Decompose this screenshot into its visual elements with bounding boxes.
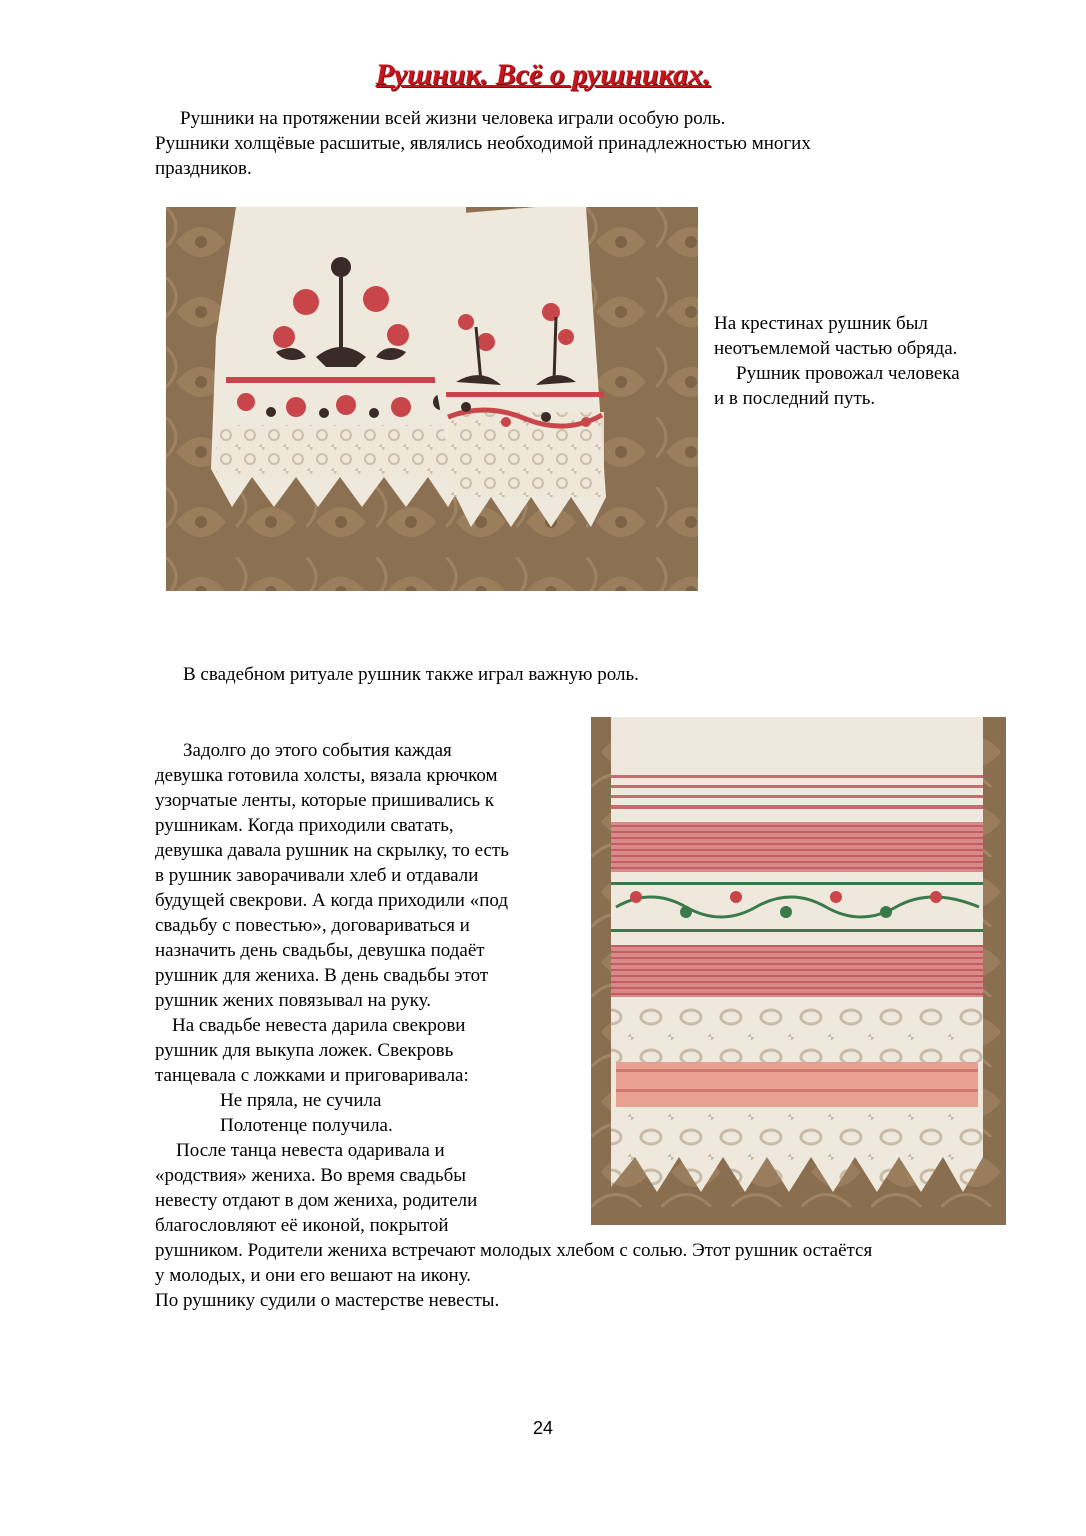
story-line-14: танцевала с ложками и приговаривала: [155,1065,469,1086]
story-line-20: благословляют её иконой, покрытой [155,1215,449,1236]
story-line-7: будущей свекрови. А когда приходили «под [155,890,509,911]
intro-line-2: Рушники холщёвые расшитые, являлись необходимой принадлежностью многих [155,133,811,154]
wedding-intro: В свадебном ритуале рушник также играл важную роль. [183,664,639,685]
intro-line-3: праздников. [155,158,252,179]
story-line-5: девушка давала рушник на скрылку, то есть [155,840,509,861]
story-line-4: рушникам. Когда приходили сватать, [155,815,454,836]
verse-line-2: Полотенце получила. [220,1115,393,1136]
story-line-2: девушка готовила холсты, вязала крючком [155,765,498,786]
intro-line-1: Рушники на протяжении всей жизни человека играли особую роль. [180,108,726,129]
towel-photo-2 [591,717,1006,1225]
wedding-towel-image [591,717,1006,1225]
story-line-1: Задолго до этого события каждая [183,740,452,761]
story-line-10: рушник для жениха. В день свадьбы этот [155,965,489,986]
story-full-line-1: рушником. Родители жениха встречают молодых хлебом с солью. Этот рушник остаётся [155,1240,873,1261]
story-full-line-2: у молодых, и они его вешают на икону. [155,1265,472,1286]
story-line-18: «родствия» жениха. Во время свадьбы [155,1165,467,1186]
story-line-9: назначить день свадьбы, девушка подаёт [155,940,485,961]
page-number: 24 [532,1418,554,1438]
story-line-19: невесту отдают в дом жениха, родители [155,1190,478,1211]
embroidered-towels-image [166,207,698,591]
story-line-3: узорчатые ленты, которые пришивались к [155,790,495,811]
story-line-6: в рушник заворачивали хлеб и отдавали [155,865,479,886]
story-line-12: На свадьбе невеста дарила свекрови [172,1015,466,1036]
story-line-11: рушник жених повязывал на руку. [155,990,431,1011]
side-line-2: неотъемлемой частью обряда. [714,338,958,359]
side-line-1: На крестинах рушник был [714,313,928,334]
page-title: Рушник. Всё о рушниках. [375,58,711,91]
story-full-line-3: По рушнику судили о мастерстве невесты. [155,1290,500,1311]
story-line-8: свадьбу с повестью», договариваться и [155,915,470,936]
towels-photo-1 [166,207,698,591]
story-line-17: После танца невеста одаривала и [176,1140,445,1161]
side-line-3: Рушник провожал человека [736,363,960,384]
verse-line-1: Не пряла, не сучила [220,1090,382,1111]
story-line-13: рушник для выкупа ложек. Свекровь [155,1040,454,1061]
side-line-4: и в последний путь. [714,388,876,409]
